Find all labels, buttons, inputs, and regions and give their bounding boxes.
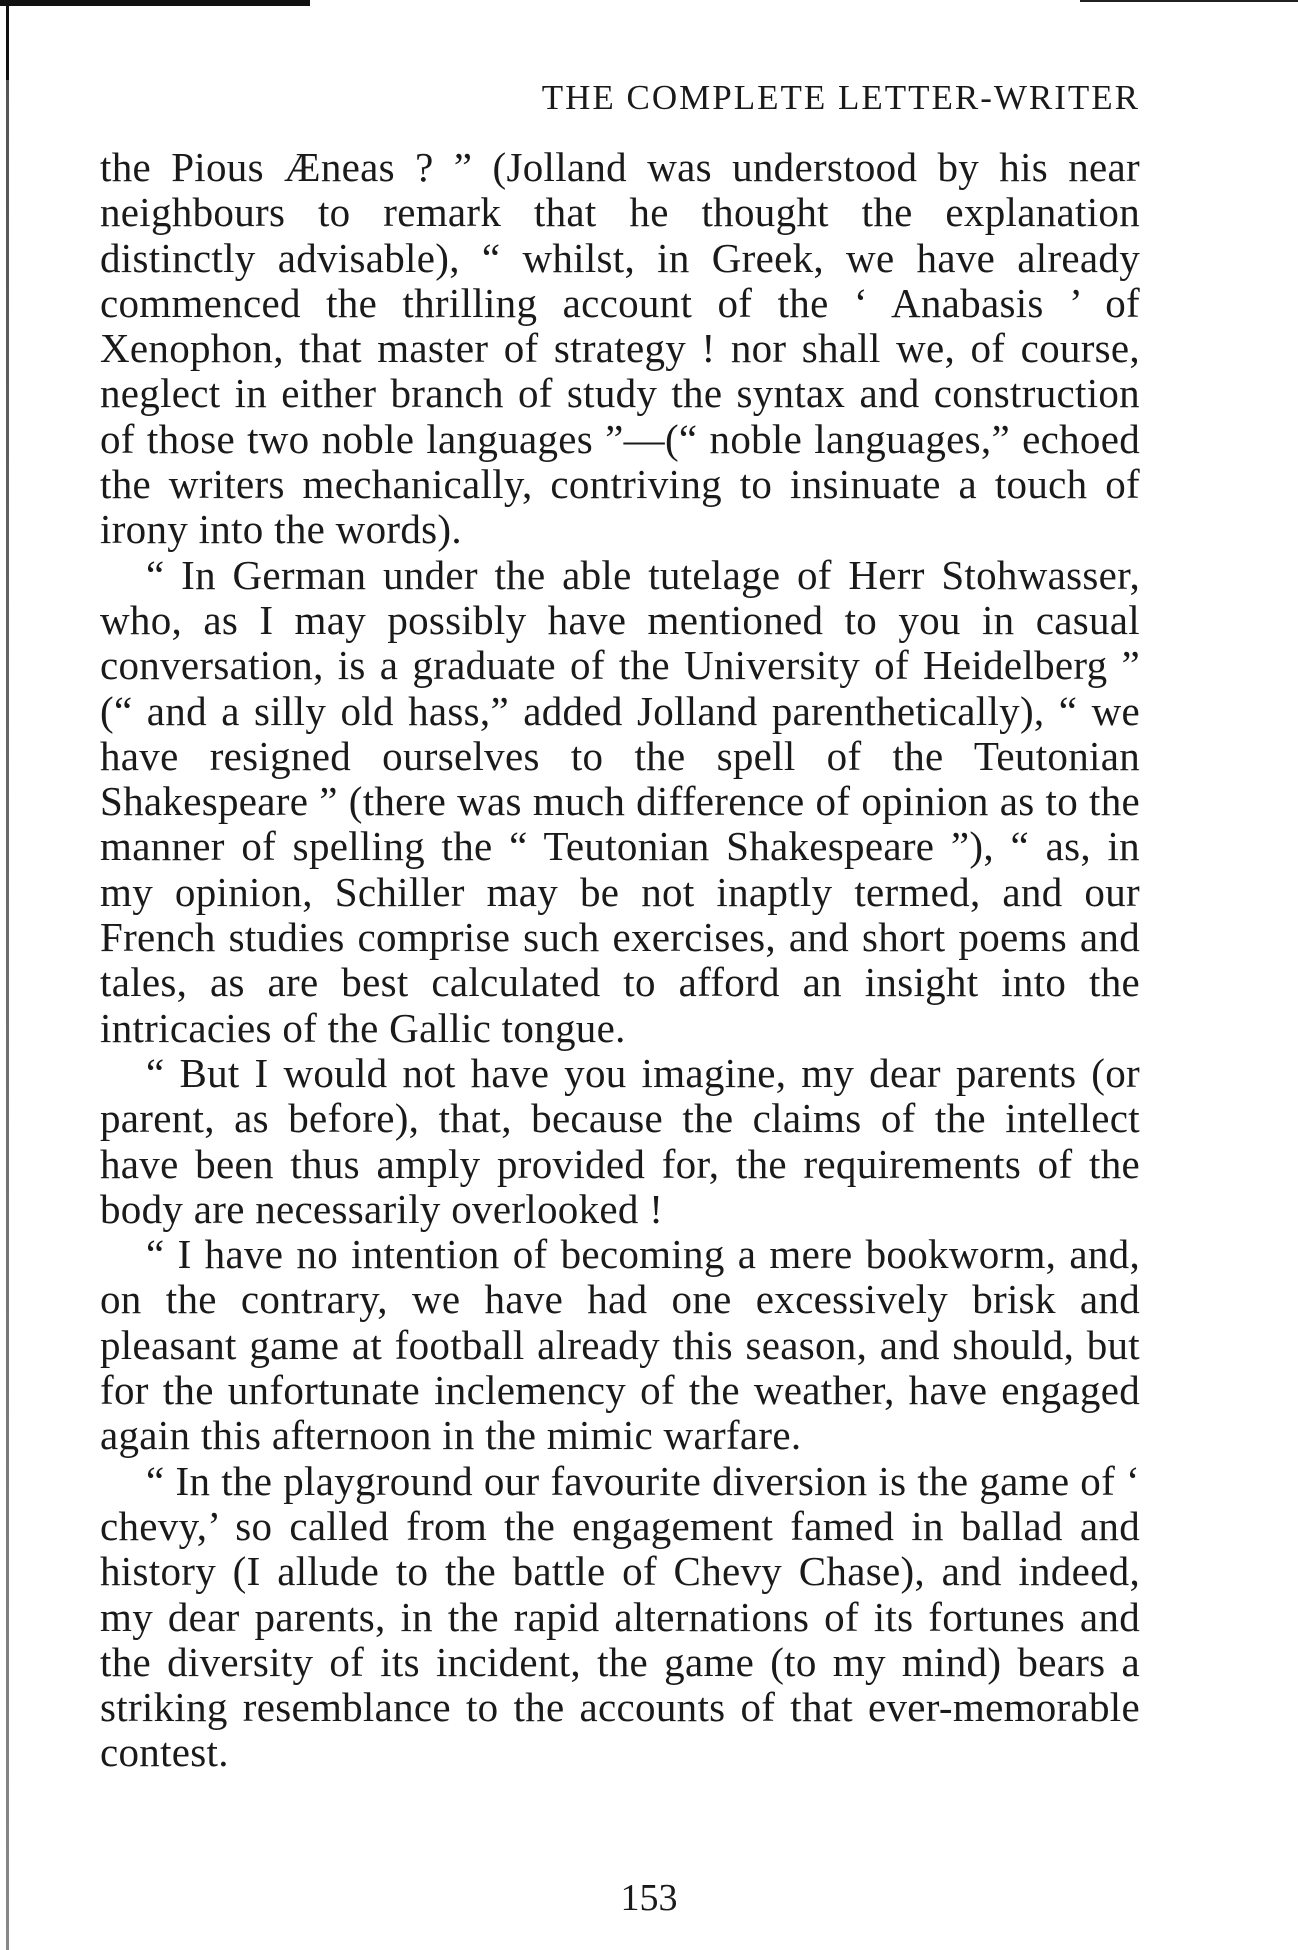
scan-edge-top <box>0 0 310 6</box>
page-number: 153 <box>620 1877 678 1919</box>
paragraph-5: “ In the playground our favourite diversion is the game of ‘ chevy,’ so called from the engagement famed in ballad and history (I allude to the battle of Chevy Chase), and indeed, my dear parents, in the rapid alternations of its fortunes and the diversity of its incident, the game (to my mind) bears a striking resemblance to the accounts of that ever-memorable contest. <box>100 1457 1140 1776</box>
running-head: THE COMPLETE LETTER-WRITER <box>541 78 1140 117</box>
scan-edge-top-right <box>1080 0 1298 2</box>
page-body <box>100 145 1140 1776</box>
paragraph-3: “ But I would not have you imagine, my dear parents (or parent, as before), that, because the claims of the intellect have been thus amply provided for, the requirements of the body are necessarily overlooked ! <box>100 1049 1140 1232</box>
paragraph-4: “ I have no intention of becoming a mere bookworm, and, on the contrary, we have had one excessively brisk and pleasant game at football already this season, and should, but for the unfortunate inclemency of the weather, have engaged again this afternoon in the mimic warfare. <box>100 1231 1140 1459</box>
paragraph-2: “ In German under the able tutelage of Herr Stohwasser, who, as I may possibly have mentioned to you in casual conversation, is a graduate of the University of Heidelberg ” (“ and a silly old hass,” added Jolland parenthetically), “ we have resigned ourselves to the spell of the Teutonian Shakespeare ” (there was much difference of opinion as to the manner of spelling the “ Teutonian Shakespeare ”), “ as, in my opinion, Schiller may be not inaptly termed, and our French studies comprise such exercises, and short poems and tales, as are best calculated to afford an insight into the intricacies of the Gallic tongue. <box>100 551 1140 1051</box>
scan-edge-left <box>6 0 9 1950</box>
paragraph-1: the Pious Æneas ? ” (Jolland was understood by his near neighbours to remark that he thought the explanation distinctly advisable), “ whilst, in Greek, we have already commenced the thrilling account of the ‘ Anabasis ’ of Xenophon, that master of strategy ! nor shall we, of course, neglect in either branch of study the syntax and construction of those two noble languages ”—(“ noble languages,” echoed the writers mechanically, contriving to insinuate a touch of irony into the words). <box>100 144 1140 553</box>
